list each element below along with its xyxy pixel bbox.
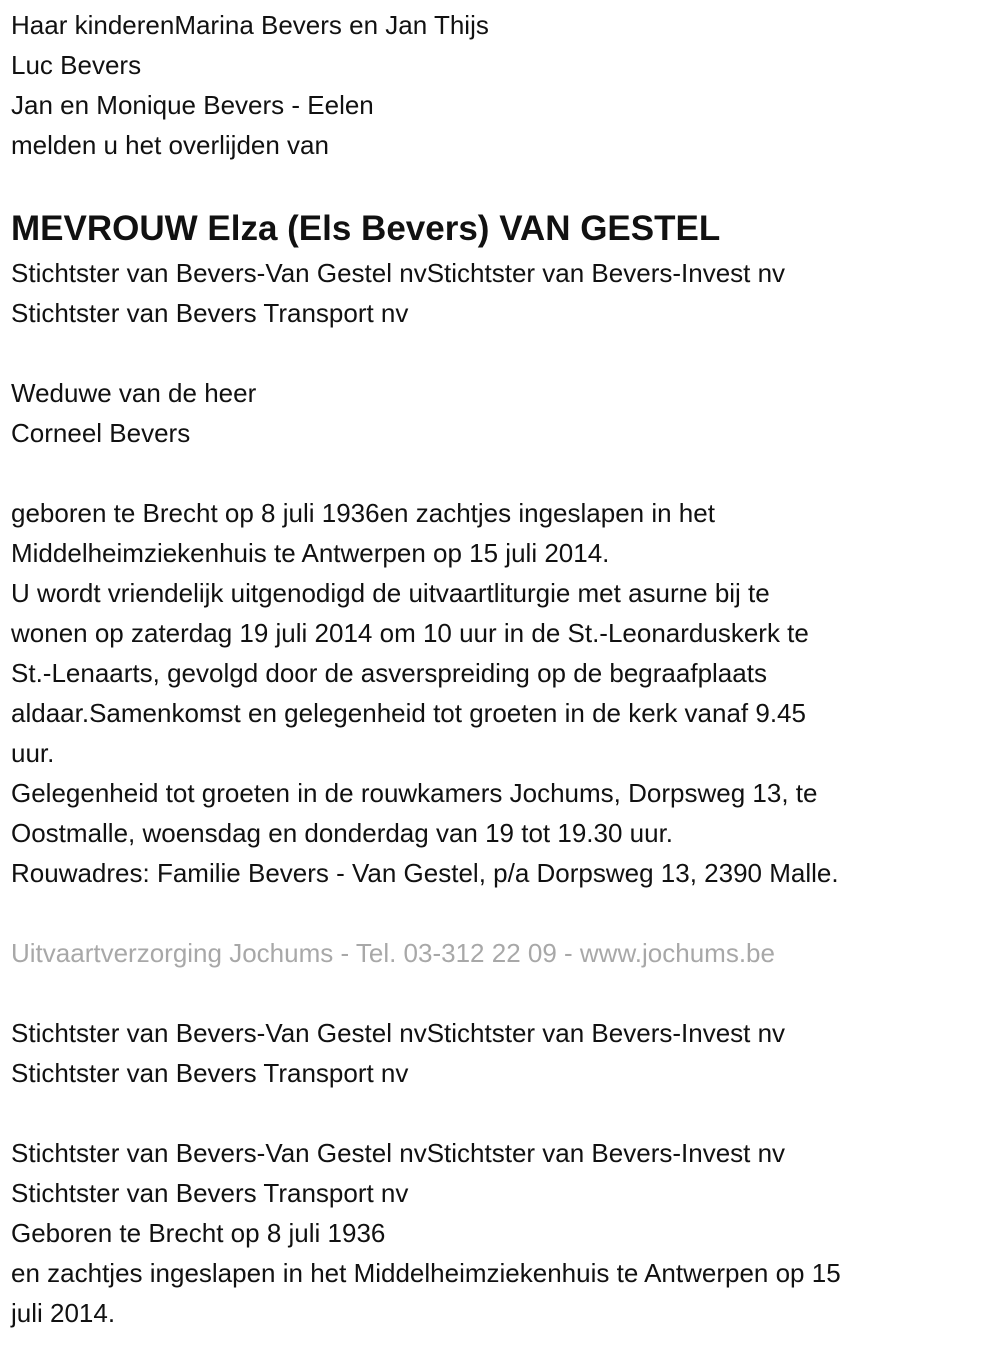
closing-line: Stichtster van Bevers Transport nv xyxy=(11,1178,409,1208)
announcer-line: melden u het overlijden van xyxy=(11,130,329,160)
role-line: Stichtster van Bevers Transport nv xyxy=(11,1058,409,1088)
role-line: Stichtster van Bevers-Van Gestel nvStichtster van Bevers-Invest nv xyxy=(11,258,786,288)
role-line: Stichtster van Bevers-Van Gestel nvStichtster van Bevers-Invest nv xyxy=(11,1018,786,1048)
closing-line: Geboren te Brecht op 8 juli 1936 xyxy=(11,1218,386,1248)
spouse-line: Weduwe van de heer xyxy=(11,378,257,408)
role-line: Stichtster van Bevers Transport nv xyxy=(11,298,409,328)
announcer-line: Jan en Monique Bevers - Eelen xyxy=(11,90,374,120)
detail-line: Middelheimziekenhuis te Antwerpen op 15 juli 2014. xyxy=(11,538,610,568)
spouse-line: Corneel Bevers xyxy=(11,418,191,448)
closing-line: Stichtster van Bevers-Van Gestel nvStichtster van Bevers-Invest nv xyxy=(11,1138,786,1168)
detail-line: aldaar.Samenkomst en gelegenheid tot groeten in de kerk vanaf 9.45 xyxy=(11,698,806,728)
closing-line: juli 2014. xyxy=(11,1298,116,1328)
detail-line: Oostmalle, woensdag en donderdag van 19 tot 19.30 uur. xyxy=(11,818,674,848)
obituary-document xyxy=(11,5,1000,1333)
announcer-line: Luc Bevers xyxy=(11,50,142,80)
detail-line: uur. xyxy=(11,738,55,768)
detail-line: Rouwadres: Familie Bevers - Van Gestel, p/a Dorpsweg 13, 2390 Malle. xyxy=(11,858,839,888)
announcer-line: Haar kinderenMarina Bevers en Jan Thijs xyxy=(11,10,489,40)
deceased-name: MEVROUW Elza (Els Bevers) VAN GESTEL xyxy=(11,209,721,248)
detail-line: St.-Lenaarts, gevolgd door de asverspreiding op de begraafplaats xyxy=(11,658,767,688)
closing-line: en zachtjes ingeslapen in het Middelheimziekenhuis te Antwerpen op 15 xyxy=(11,1258,841,1288)
detail-line: U wordt vriendelijk uitgenodigd de uitvaartliturgie met asurne bij te xyxy=(11,578,770,608)
detail-line: Gelegenheid tot groeten in de rouwkamers Jochums, Dorpsweg 13, te xyxy=(11,778,818,808)
detail-line: wonen op zaterdag 19 juli 2014 om 10 uur in de St.-Leonarduskerk te xyxy=(11,618,809,648)
detail-line: geboren te Brecht op 8 juli 1936en zachtjes ingeslapen in het xyxy=(11,498,715,528)
undertaker-line: Uitvaartverzorging Jochums - Tel. 03-312 22 09 - www.jochums.be xyxy=(11,938,775,968)
